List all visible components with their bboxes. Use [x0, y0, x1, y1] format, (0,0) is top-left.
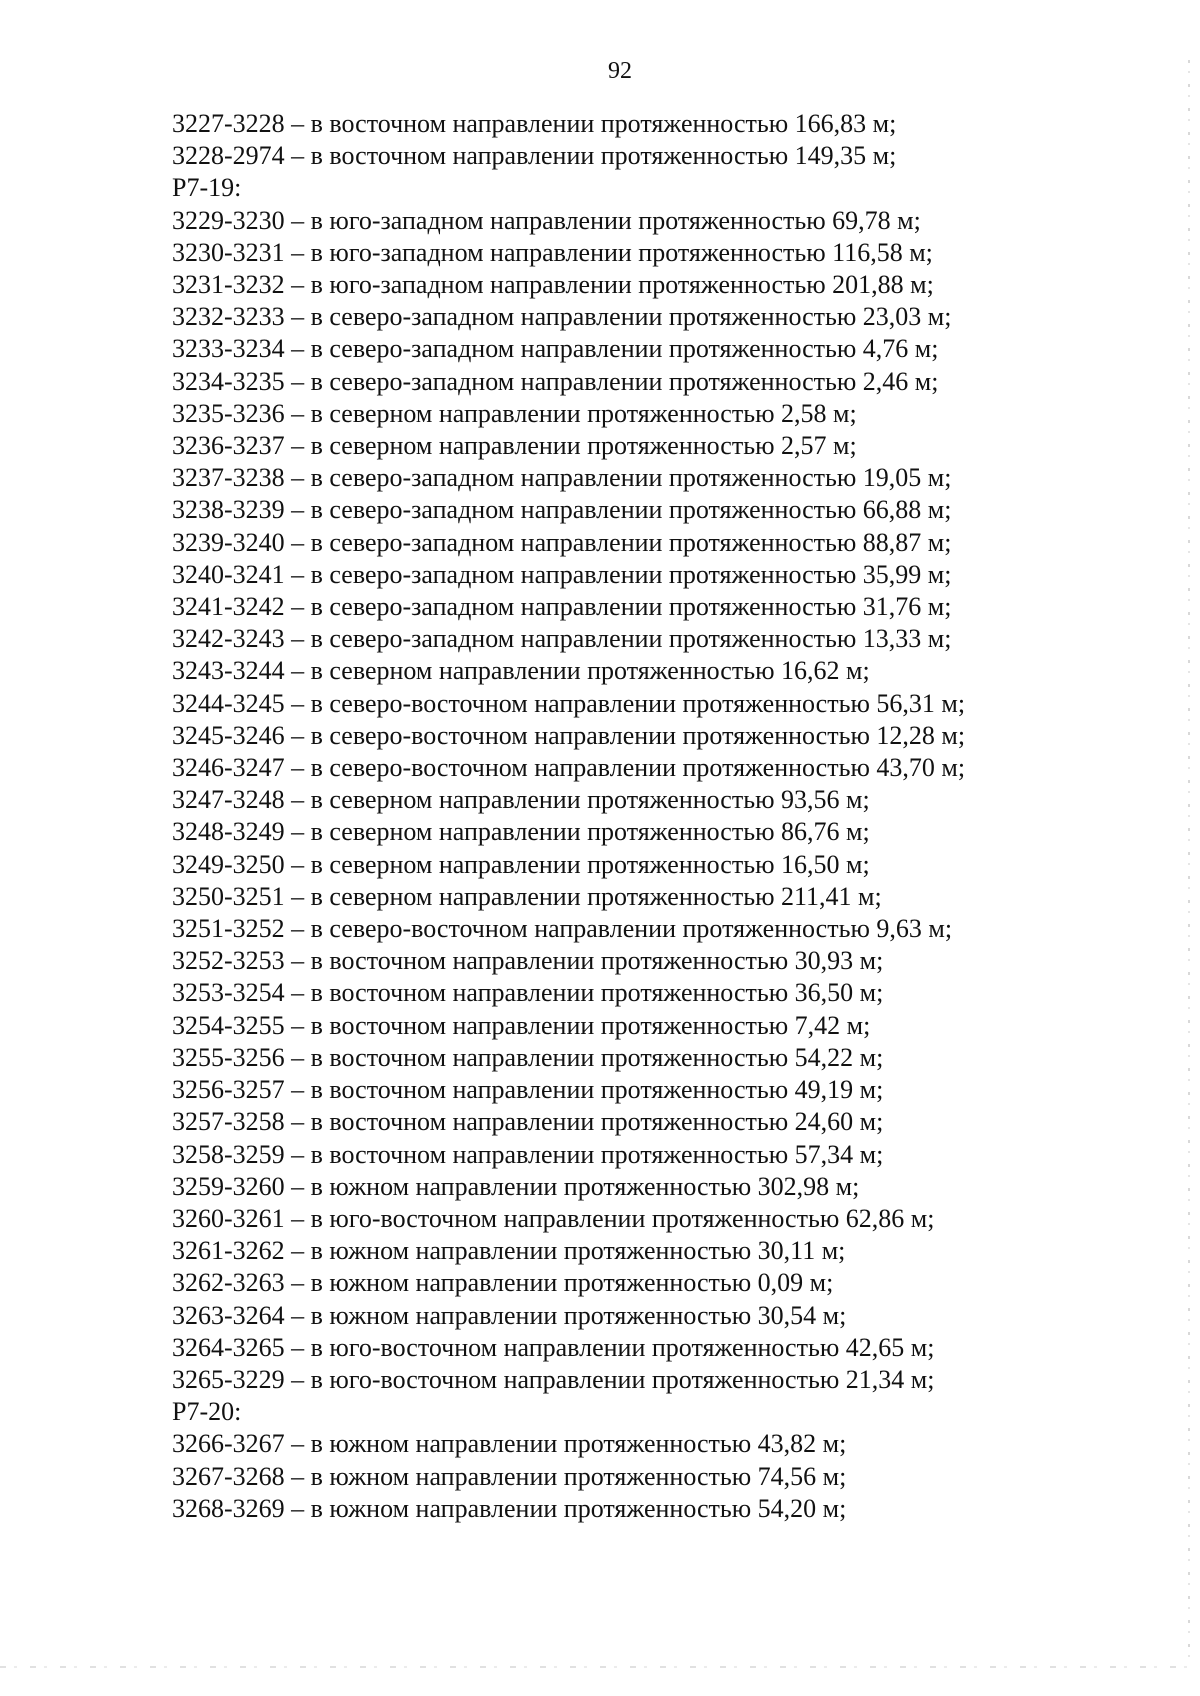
text-line: 3240-3241 – в северо-западном направлении протяженностью 35,99 м; [172, 559, 952, 589]
text-line: 3247-3248 – в северном направлении протяженностью 93,56 м; [172, 785, 870, 815]
text-line: 3252-3253 – в восточном направлении протяженностью 30,93 м; [172, 946, 884, 976]
text-line: 3242-3243 – в северо-западном направлении протяженностью 13,33 м; [172, 624, 952, 654]
scan-edge-artifact-bottom [0, 1666, 1190, 1668]
page-number: 92 [608, 58, 632, 84]
text-line: 3239-3240 – в северо-западном направлении протяженностью 88,87 м; [172, 527, 952, 557]
text-line: 3261-3262 – в южном направлении протяженностью 30,11 м; [172, 1236, 846, 1266]
text-line: 3227-3228 – в восточном направлении протяженностью 166,83 м; [172, 109, 897, 138]
text-line: 3241-3242 – в северо-западном направлении протяженностью 31,76 м; [172, 592, 952, 622]
text-line: 3248-3249 – в северном направлении протяженностью 86,76 м; [172, 817, 870, 847]
text-line: 3232-3233 – в северо-западном направлении протяженностью 23,03 м; [172, 302, 952, 332]
text-line: 3235-3236 – в северном направлении протяженностью 2,58 м; [172, 398, 857, 428]
text-line: 3257-3258 – в восточном направлении протяженностью 24,60 м; [172, 1107, 884, 1137]
boundary-description-text [172, 108, 1132, 1525]
text-line: 3268-3269 – в южном направлении протяженностью 54,20 м; [172, 1493, 847, 1523]
section-label: Р7-20: [172, 1397, 242, 1427]
text-line: 3266-3267 – в южном направлении протяженностью 43,82 м; [172, 1429, 847, 1459]
text-line: 3245-3246 – в северо-восточном направлении протяженностью 12,28 м; [172, 720, 966, 750]
text-line: 3237-3238 – в северо-западном направлении протяженностью 19,05 м; [172, 463, 952, 493]
scan-edge-artifact-right [1188, 60, 1190, 1660]
text-line: 3229-3230 – в юго-западном направлении протяженностью 69,78 м; [172, 205, 921, 235]
text-line: 3258-3259 – в восточном направлении протяженностью 57,34 м; [172, 1139, 884, 1169]
text-line: 3238-3239 – в северо-западном направлении протяженностью 66,88 м; [172, 495, 952, 525]
text-line: 3249-3250 – в северном направлении протяженностью 16,50 м; [172, 849, 870, 879]
text-line: 3262-3263 – в южном направлении протяженностью 0,09 м; [172, 1268, 834, 1298]
text-line: 3264-3265 – в юго-восточном направлении протяженностью 42,65 м; [172, 1332, 935, 1362]
text-line: 3267-3268 – в южном направлении протяженностью 74,56 м; [172, 1461, 847, 1491]
text-line: 3244-3245 – в северо-восточном направлении протяженностью 56,31 м; [172, 688, 966, 718]
text-line: 3230-3231 – в юго-западном направлении протяженностью 116,58 м; [172, 237, 933, 267]
text-line: 3250-3251 – в северном направлении протяженностью 211,41 м; [172, 881, 882, 911]
text-line: 3233-3234 – в северо-западном направлении протяженностью 4,76 м; [172, 334, 939, 364]
text-line: 3236-3237 – в северном направлении протяженностью 2,57 м; [172, 431, 857, 461]
text-line: 3228-2974 – в восточном направлении протяженностью 149,35 м; [172, 141, 897, 171]
text-line: 3260-3261 – в юго-восточном направлении протяженностью 62,86 м; [172, 1203, 935, 1233]
text-line: 3256-3257 – в восточном направлении протяженностью 49,19 м; [172, 1075, 884, 1105]
text-line: 3255-3256 – в восточном направлении протяженностью 54,22 м; [172, 1042, 884, 1072]
text-line: 3243-3244 – в северном направлении протяженностью 16,62 м; [172, 656, 870, 686]
text-line: 3231-3232 – в юго-западном направлении протяженностью 201,88 м; [172, 270, 934, 300]
text-line: 3265-3229 – в юго-восточном направлении протяженностью 21,34 м; [172, 1364, 935, 1394]
text-line: 3234-3235 – в северо-западном направлении протяженностью 2,46 м; [172, 366, 939, 396]
text-line: 3254-3255 – в восточном направлении протяженностью 7,42 м; [172, 1010, 871, 1040]
text-line: 3251-3252 – в северо-восточном направлении протяженностью 9,63 м; [172, 914, 953, 944]
text-line: 3259-3260 – в южном направлении протяженностью 302,98 м; [172, 1171, 860, 1201]
text-line: 3253-3254 – в восточном направлении протяженностью 36,50 м; [172, 978, 884, 1008]
section-label: Р7-19: [172, 173, 242, 203]
text-line: 3263-3264 – в южном направлении протяженностью 30,54 м; [172, 1300, 847, 1330]
text-line: 3246-3247 – в северо-восточном направлении протяженностью 43,70 м; [172, 753, 966, 783]
